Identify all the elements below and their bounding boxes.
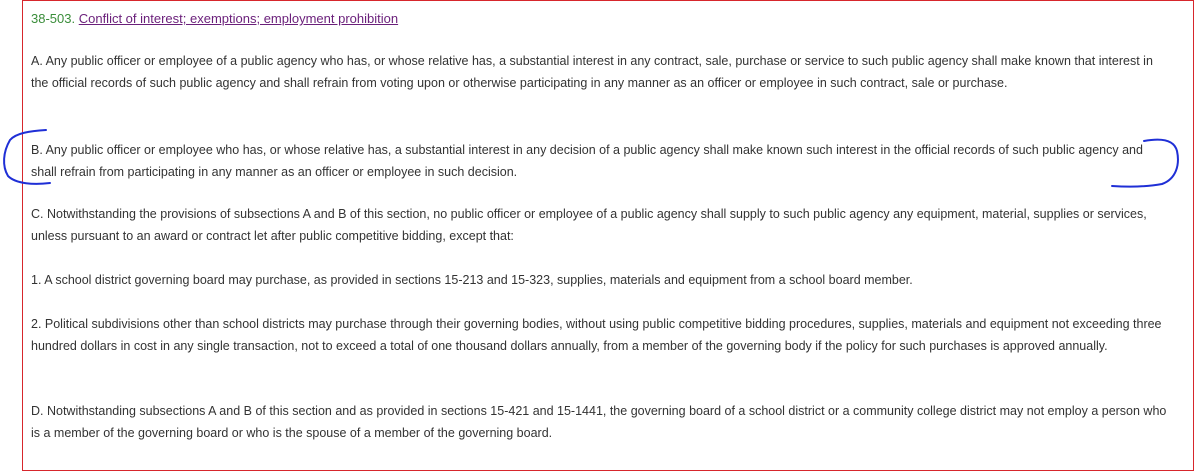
subsection-a: A. Any public officer or employee of a public agency who has, or whose relative has, a substantial interest in any contract, sale, purchase or service to such public agency shall make known that interest in the official records of such public agency and shall refrain from voting upon or otherwise participating in any manner as an officer or employee in such contract, sale or purchase. bbox=[31, 54, 1153, 91]
statute-heading bbox=[31, 10, 398, 28]
subsection-b: B. Any public officer or employee who has, or whose relative has, a substantial interest in any decision of a public agency shall make known such interest in the official records of such public agency and shall refrain from participating in any manner as an officer or employee in such decision. bbox=[31, 143, 1143, 180]
subsection-c-item-2: 2. Political subdivisions other than school districts may purchase through their governing bodies, without using public competitive bidding procedures, supplies, materials and equipment not exceeding three hundred dollars in cost in any single transaction, not to exceed a total of one thousand dollars annually, from a member of the governing body if the policy for such purchases is approved annually. bbox=[31, 317, 1162, 354]
section-title-link[interactable]: Conflict of interest; exemptions; employment prohibition bbox=[78, 11, 399, 26]
subsection-c: C. Notwithstanding the provisions of subsections A and B of this section, no public officer or employee of a public agency shall supply to such public agency any equipment, material, supplies or services, unless pursuant to an award or contract let after public competitive bidding, except that: bbox=[31, 207, 1147, 244]
subsection-c-item-1: 1. A school district governing board may purchase, as provided in sections 15-213 and 15-323, supplies, materials and equipment from a school board member. bbox=[31, 273, 913, 287]
subsection-d: D. Notwithstanding subsections A and B of this section and as provided in sections 15-421 and 15-1441, the governing board of a school district or a community college district may not employ a person who is a member of the governing board or who is the spouse of a member of the governing board. bbox=[31, 404, 1167, 441]
section-number: 38-503. bbox=[31, 11, 76, 26]
